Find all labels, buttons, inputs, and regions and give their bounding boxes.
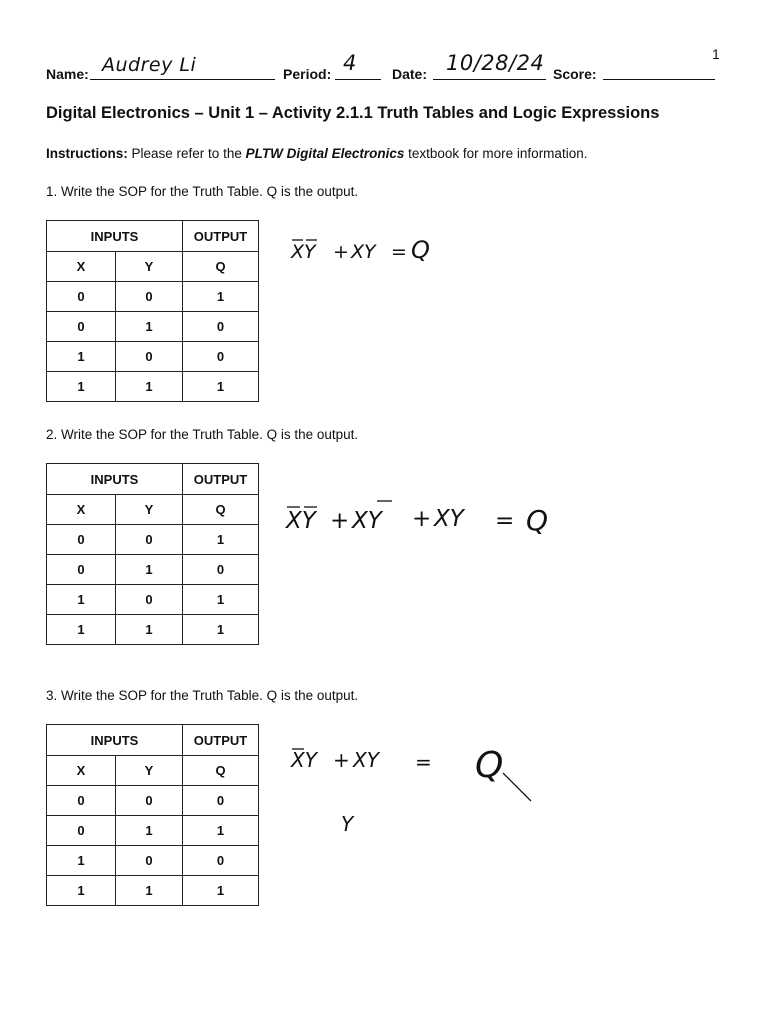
complement-bars [287,501,392,507]
question-3-prompt: 3. Write the SOP for the Truth Table. Q is the output. [46,688,359,703]
cell-y: 1 [116,876,183,906]
column-header-q: Q [183,252,259,282]
cell-q: 0 [183,786,259,816]
question-2-truth-table [46,463,259,645]
date-field[interactable] [392,51,547,84]
answer-equals: = [495,508,515,534]
cell-y: 0 [116,846,183,876]
question-1-truth-table [46,220,259,402]
date-handwritten-value: 10/28/24 [446,51,545,75]
answer-extra-note: Y [341,812,354,836]
table-row [47,342,259,372]
column-header-x: X [47,756,116,786]
answer-term: XY [352,508,382,534]
column-header-x: X [47,495,116,525]
question-2-handwritten-answer [280,492,580,540]
cell-x: 1 [47,615,116,645]
answer-operator: + [333,241,349,263]
cell-x: 0 [47,525,116,555]
instructions-label: Instructions: [46,146,128,161]
answer-output: Q [526,504,549,537]
table-row [47,525,259,555]
table-row [47,585,259,615]
inputs-header: INPUTS [47,221,183,252]
cell-x: 1 [47,372,116,402]
cell-y: 1 [116,816,183,846]
instructions-textbook-title: PLTW Digital Electronics [245,146,405,161]
cell-y: 1 [116,372,183,402]
column-header-y: Y [116,252,183,282]
table-row [47,786,259,816]
column-header-y: Y [116,756,183,786]
answer-operator: + [412,506,432,532]
name-handwritten-value: Audrey Li [102,54,197,76]
column-header-y: Y [116,495,183,525]
cell-q: 0 [183,846,259,876]
cell-x: 1 [47,876,116,906]
answer-term: XY [286,508,316,534]
cell-q: 0 [183,555,259,585]
cell-x: 0 [47,555,116,585]
instructions-text-before: Please refer to the [127,146,246,161]
answer-equals: = [415,750,432,774]
cell-q: 1 [183,816,259,846]
answer-operator: + [333,748,350,772]
table-row [47,282,259,312]
answer-term: XY [291,748,317,772]
table-row [47,312,259,342]
cell-y: 0 [116,342,183,372]
question-2-prompt: 2. Write the SOP for the Truth Table. Q is the output. [46,427,359,442]
output-header: OUTPUT [183,464,259,495]
cell-y: 0 [116,282,183,312]
score-field[interactable] [553,56,716,84]
answer-term: XY [291,241,316,263]
cell-q: 1 [183,876,259,906]
output-header: OUTPUT [183,725,259,756]
inputs-header: INPUTS [47,464,183,495]
activity-title: Digital Electronics – Unit 1 – Activity 2.1.1 Truth Tables and Logic Expressions [46,104,660,122]
table-row [47,372,259,402]
column-header-q: Q [183,756,259,786]
answer-term: XY [434,506,464,532]
instructions-text-after: textbook for more information. [404,146,588,161]
period-underline [335,79,381,80]
date-underline [433,79,546,80]
cell-x: 0 [47,312,116,342]
cell-y: 0 [116,585,183,615]
answer-output: Q [475,745,504,786]
answer-equals: = [391,241,407,263]
answer-term: XY [353,748,379,772]
cell-y: 0 [116,525,183,555]
cell-q: 0 [183,312,259,342]
period-label: Period: [283,66,332,82]
cell-y: 1 [116,312,183,342]
column-header-q: Q [183,495,259,525]
date-label: Date: [392,66,428,82]
table-row [47,816,259,846]
table-row [47,615,259,645]
output-header: OUTPUT [183,221,259,252]
cell-x: 1 [47,585,116,615]
table-row [47,555,259,585]
cell-x: 0 [47,816,116,846]
page-number: 1 [712,46,720,62]
table-row [47,876,259,906]
instructions [46,146,587,161]
cell-q: 1 [183,282,259,312]
cell-x: 1 [47,846,116,876]
name-underline [90,79,275,80]
period-field[interactable] [283,51,383,84]
cell-y: 1 [116,555,183,585]
cell-x: 0 [47,282,116,312]
cell-q: 0 [183,342,259,372]
score-underline [603,79,715,80]
question-1-prompt: 1. Write the SOP for the Truth Table. Q is the output. [46,184,359,199]
question-3-handwritten-answer [285,735,545,845]
score-label: Score: [553,66,597,82]
cell-q: 1 [183,372,259,402]
cell-q: 1 [183,585,259,615]
q-tail-stroke [503,773,531,801]
cell-q: 1 [183,525,259,555]
cell-q: 1 [183,615,259,645]
inputs-header: INPUTS [47,725,183,756]
answer-operator: + [330,508,350,534]
table-row [47,846,259,876]
cell-y: 1 [116,615,183,645]
header-row [46,51,716,84]
period-handwritten-value: 4 [343,51,357,75]
name-field[interactable] [46,56,276,84]
answer-term: XY [351,241,376,263]
answer-output: Q [411,236,430,264]
column-header-x: X [47,252,116,282]
cell-x: 0 [47,786,116,816]
question-3-truth-table [46,724,259,906]
cell-x: 1 [47,342,116,372]
cell-y: 0 [116,786,183,816]
name-label: Name: [46,66,89,82]
question-1-handwritten-answer [285,230,455,270]
